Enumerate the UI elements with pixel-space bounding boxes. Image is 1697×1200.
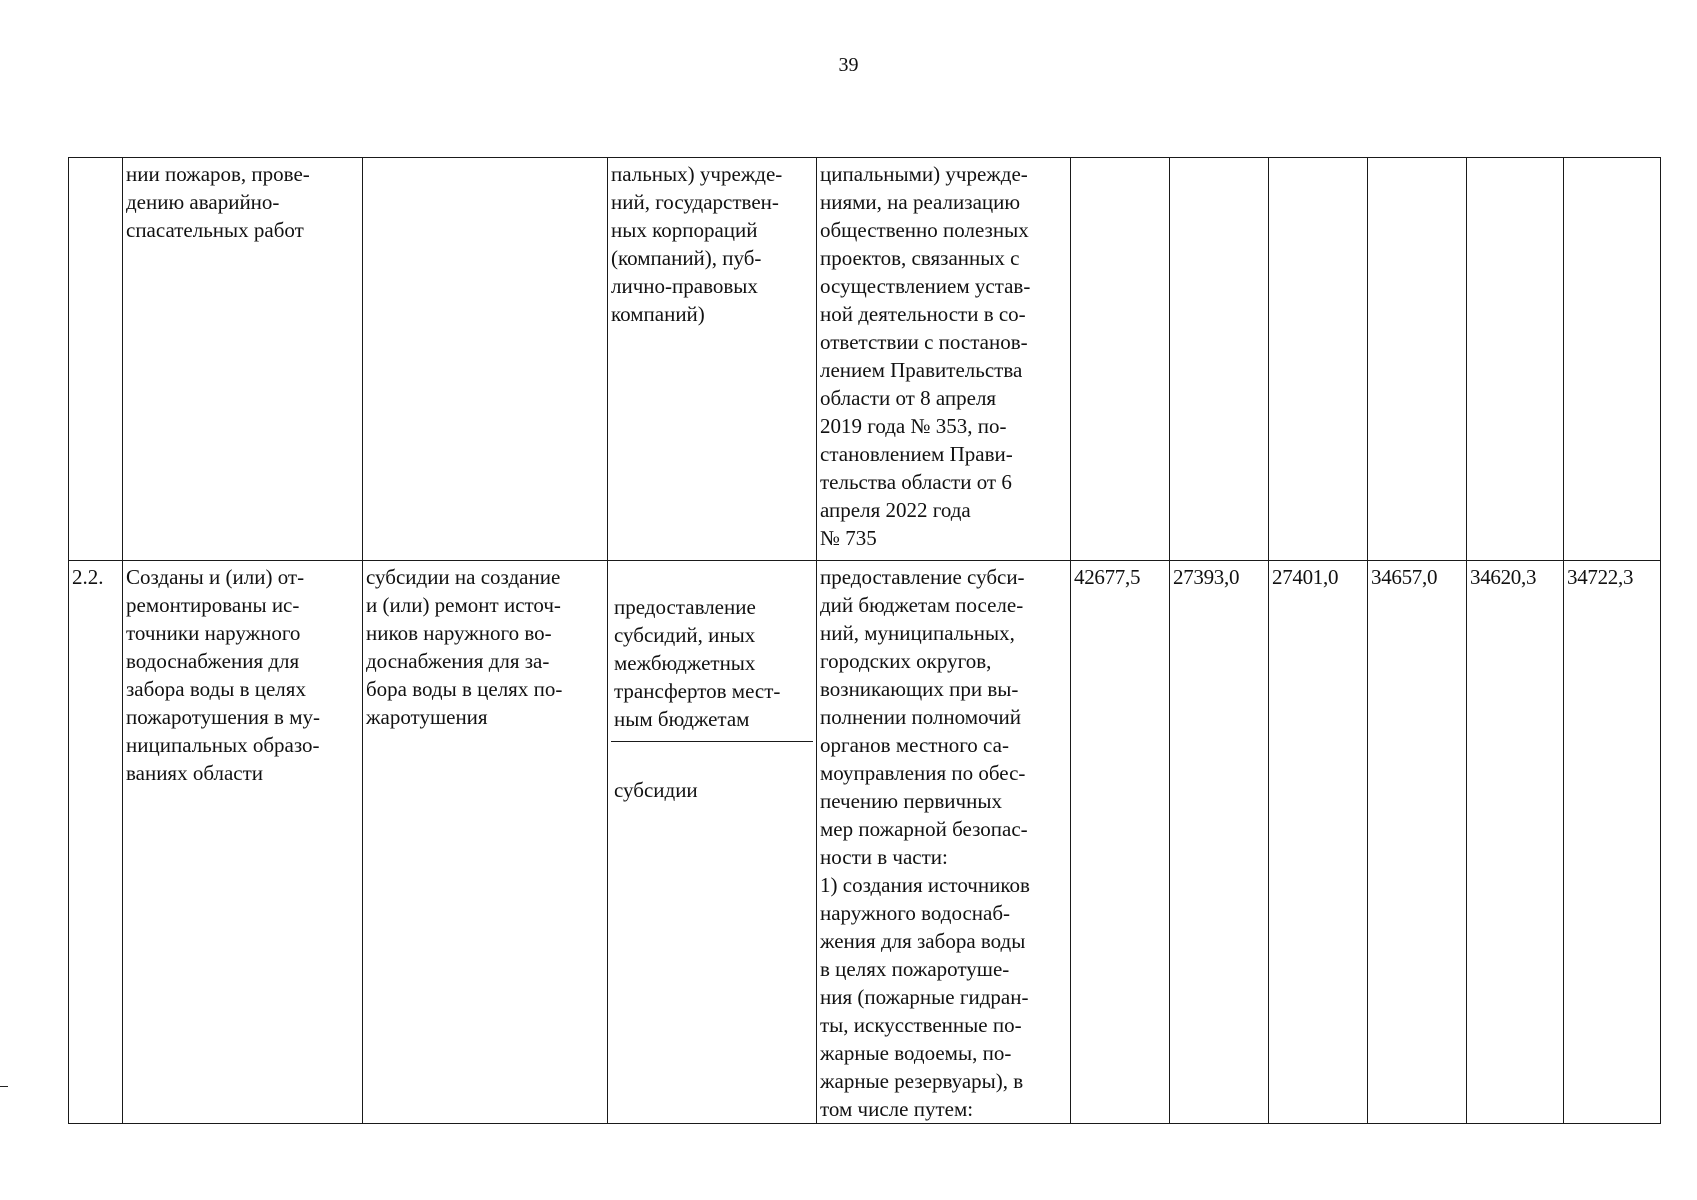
cell-row2-measure: субсидии на создание и (или) ремонт источ- ников наружного во- доснабжения для за- бора воды в целях по- жаротушения [363, 561, 608, 1124]
cell-row1-value-3 [1269, 158, 1368, 561]
cell-row2-value-5: 34620,3 [1467, 561, 1564, 1124]
cell-row1-value-4 [1368, 158, 1467, 561]
cell-row1-value-6 [1564, 158, 1661, 561]
table-row-continued [69, 158, 1661, 561]
cell-row1-value-1 [1071, 158, 1170, 561]
page-number: 39 [838, 54, 859, 76]
cell-row2-value-3: 27401,0 [1269, 561, 1368, 1124]
cell-row2-mechanism-top: предоставление субсидий, иных межбюджетных трансфертов мест- ным бюджетам [611, 591, 813, 742]
data-table [68, 157, 1661, 1124]
table-row-2-2 [69, 561, 1661, 1124]
cell-row2-number: 2.2. [69, 561, 123, 1124]
cell-row1-value-5 [1467, 158, 1564, 561]
cell-row2-result: Созданы и (или) от- ремонтированы ис- точники наружного водоснабжения для забора воды в целях пожаротушения в му- ниципальных образо- ваниях области [123, 561, 363, 1124]
cell-row1-result: нии пожаров, прове- дению аварийно- спасательных работ [123, 158, 363, 561]
cell-row2-value-2: 27393,0 [1170, 561, 1269, 1124]
cell-row2-value-1: 42677,5 [1071, 561, 1170, 1124]
cell-row1-measure [363, 158, 608, 561]
cell-row1-number [69, 158, 123, 561]
cell-row1-mechanism: пальных) учрежде- ний, государствен- ных корпораций (компаний), пуб- лично-правовых компаний) [608, 158, 817, 561]
cell-row2-mechanism [608, 561, 817, 1124]
cell-row1-value-2 [1170, 158, 1269, 561]
cell-row2-description: предоставление субси- дий бюджетам поселе- ний, муниципальных, городских округов, возникающих при вы- полнении полномочий органов местного са- моуправления по обес- печению первичных мер пожарной безопас- ности в части: 1) создания источников наружного водоснаб- жения для забора воды в целях пожаротуше- ния (пожарные гидран- ты, искусственные по- жарные водоемы, по- жарные резервуары), в том числе путем: [817, 561, 1071, 1124]
margin-mark [0, 1086, 8, 1087]
cell-row2-value-4: 34657,0 [1368, 561, 1467, 1124]
cell-row1-description: ципальными) учрежде- ниями, на реализацию общественно полезных проектов, связанных с осуществлением устав- ной деятельности в со- ответствии с постанов- лением Правительства области от 8 апреля 2019 года № 353, по- становлением Прави- тельства области от 6 апреля 2022 года № 735 [817, 158, 1071, 561]
cell-row2-value-6: 34722,3 [1564, 561, 1661, 1124]
cell-row2-mechanism-bottom: субсидии [614, 778, 698, 802]
